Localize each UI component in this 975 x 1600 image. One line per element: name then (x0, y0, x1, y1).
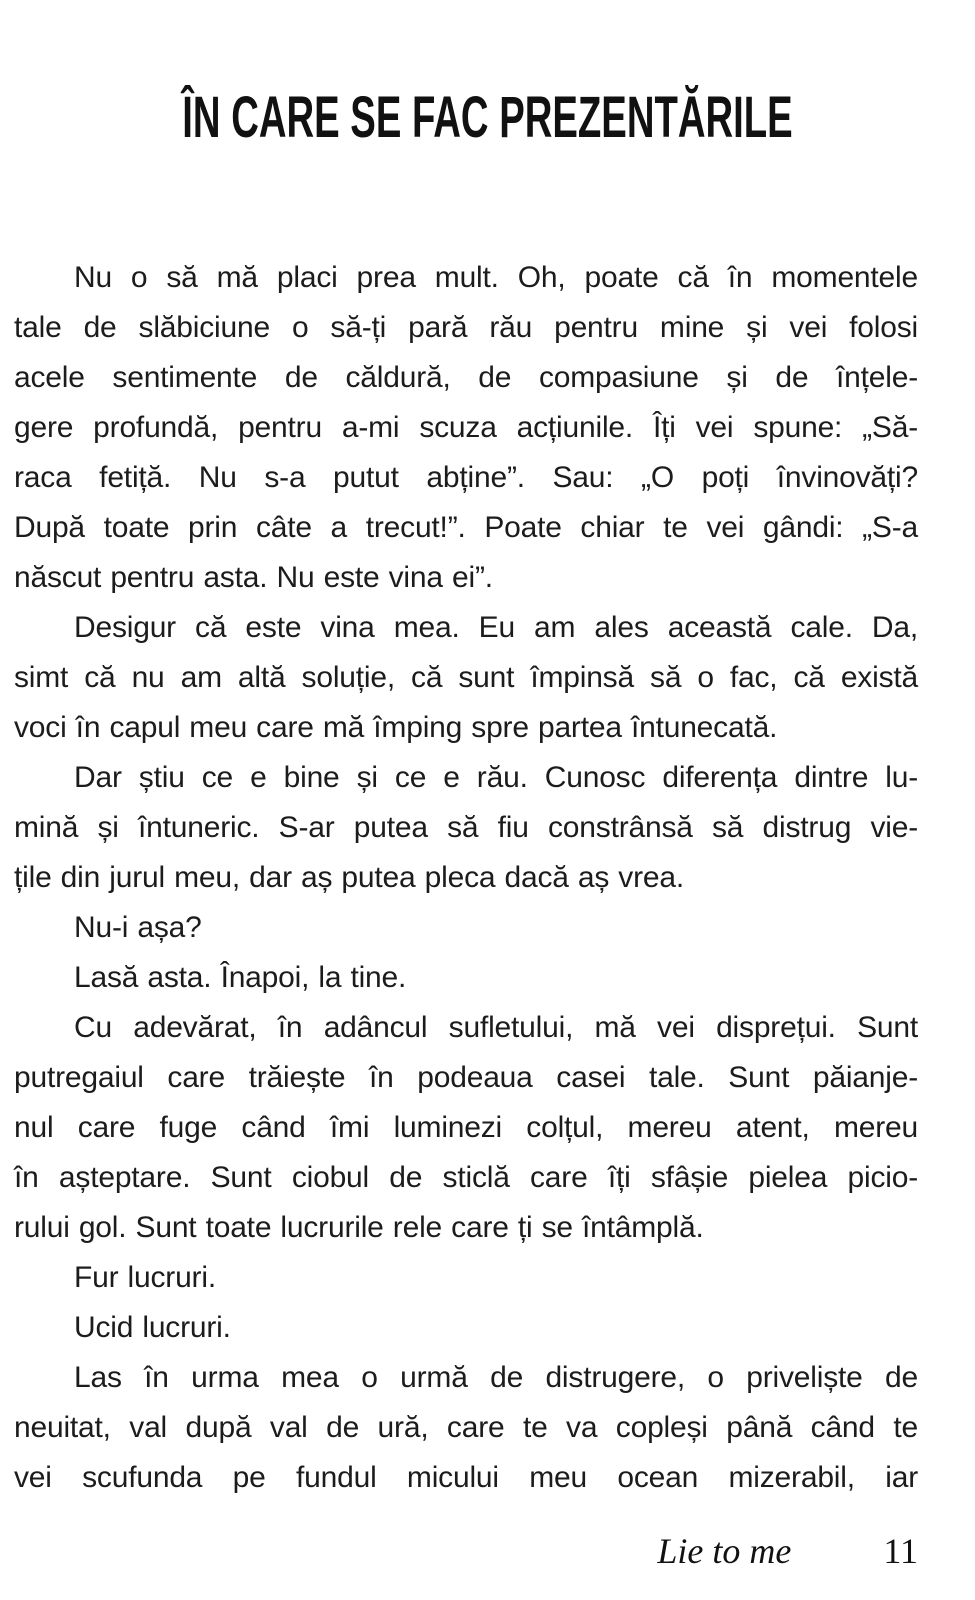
text-line: țile din jurul meu, dar aș putea pleca dacă aș vrea. (14, 861, 684, 894)
paragraph (14, 903, 918, 953)
text-line: nul care fuge când îmi luminezi colțul, mereu atent, mereu (14, 1111, 918, 1144)
text-line: voci în capul meu care mă împing spre partea întunecată. (14, 711, 778, 744)
paragraph (14, 1353, 918, 1503)
paragraph (14, 753, 918, 903)
text-line: Las în urma mea o urmă de distrugere, o priveliște de (74, 1361, 918, 1394)
text-line: raca fetiță. Nu s-a putut abține”. Sau: „O poți învinovăți? (14, 461, 918, 494)
text-line: Cu adevărat, în adâncul sufletului, mă vei disprețui. Sunt (74, 1011, 918, 1044)
text-line: simt că nu am altă soluție, că sunt împinsă să o fac, că există (14, 661, 918, 694)
page-number: 11 (883, 1531, 918, 1571)
text-line: în așteptare. Sunt ciobul de sticlă care îți sfâșie pielea picio- (14, 1161, 918, 1194)
text-line: vei scufunda pe fundul micului meu ocean mizerabil, iar (14, 1461, 918, 1494)
paragraph (14, 603, 918, 753)
text-line: Fur lucruri. (74, 1261, 216, 1294)
text-line: neuitat, val după val de ură, care te va copleși până când te (14, 1411, 918, 1444)
body-text (0, 253, 975, 1503)
page-footer (657, 1530, 918, 1572)
text-line: După toate prin câte a trecut!”. Poate chiar te vei gândi: „S-a (14, 511, 918, 544)
running-book-title: Lie to me (657, 1531, 792, 1571)
paragraph (14, 1303, 918, 1353)
text-line: rului gol. Sunt toate lucrurile rele care ți se întâmplă. (14, 1211, 704, 1244)
text-line: Nu o să mă placi prea mult. Oh, poate că în momentele (74, 261, 918, 294)
text-line: Lasă asta. Înapoi, la tine. (74, 961, 407, 994)
paragraph (14, 1253, 918, 1303)
text-line: acele sentimente de căldură, de compasiune și de înțele- (14, 361, 918, 394)
paragraph (14, 953, 918, 1003)
text-line: Nu-i așa? (74, 911, 202, 944)
text-line: gere profundă, pentru a-mi scuza acțiunile. Îți vei spune: „Să- (14, 411, 918, 444)
text-line: Ucid lucruri. (74, 1311, 231, 1344)
paragraph (14, 253, 918, 603)
text-line: Desigur că este vina mea. Eu am ales această cale. Da, (74, 611, 918, 644)
text-line: Dar știu ce e bine și ce e rău. Cunosc diferența dintre lu- (74, 761, 918, 794)
text-line: născut pentru asta. Nu este vina ei”. (14, 561, 493, 594)
chapter-title: ÎN CARE SE FAC PREZENTĂRILE (182, 85, 793, 150)
paragraph (14, 1003, 918, 1253)
text-line: putregaiul care trăiește în podeaua casei tale. Sunt păianje- (14, 1061, 918, 1094)
text-line: mină și întuneric. S-ar putea să fiu constrânsă să distrug vie- (14, 811, 918, 844)
text-line: tale de slăbiciune o să-ți pară rău pentru mine și vei folosi (14, 311, 918, 344)
